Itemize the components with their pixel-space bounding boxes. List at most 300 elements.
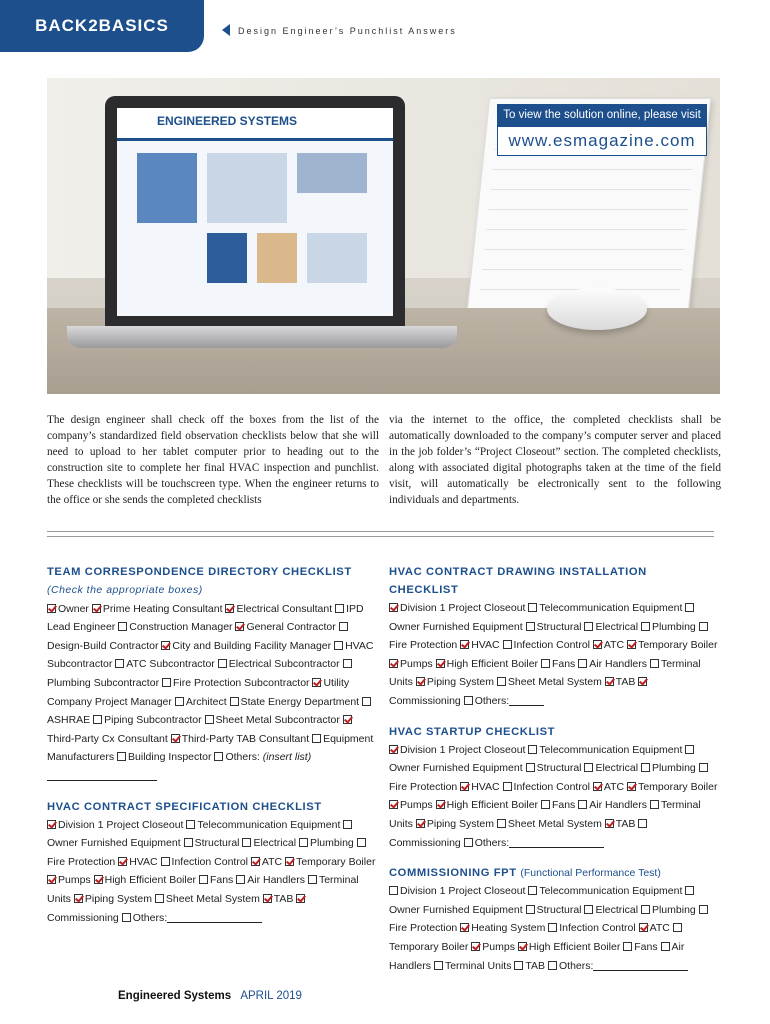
checkbox-icon[interactable]	[117, 752, 126, 761]
intro-right: via the internet to the office, the completed checklists shall be automatically downloaded to the company’s computer server and placed in the job folder’s “Project Closeout” section. The completed checklists, along with associated digital photographs taken at the time of the field visit, will automatically be electronically sent to the following individuals and departments.	[389, 414, 721, 506]
checkbox-icon[interactable]	[661, 942, 670, 951]
checkbox-icon[interactable]	[584, 905, 593, 914]
checkbox-icon[interactable]	[308, 875, 317, 884]
checklist-item[interactable]	[528, 885, 682, 897]
checkbox-icon[interactable]	[186, 820, 195, 829]
checklist-item-label: Terminal Units	[389, 799, 701, 830]
checklist-item[interactable]	[171, 733, 309, 745]
checklist-item[interactable]	[186, 819, 340, 831]
checklist-item[interactable]	[155, 893, 260, 905]
section-tab: BACK2BASICS	[0, 0, 204, 52]
checklist-item[interactable]	[526, 904, 582, 916]
checklist-item-label: Temporary Boiler	[638, 780, 718, 793]
checkbox-icon[interactable]	[334, 641, 343, 650]
checkbox-icon[interactable]	[514, 961, 523, 970]
checklist-item-label: TAB	[525, 959, 546, 972]
checklist-item[interactable]	[528, 602, 682, 614]
checkbox-icon[interactable]	[526, 622, 535, 631]
checklist-item[interactable]	[251, 856, 282, 868]
checklist-item[interactable]	[623, 941, 657, 953]
checklist-item-label: ATC	[649, 922, 670, 935]
checked-box-icon[interactable]	[627, 640, 636, 649]
checklist-item-label: HVAC	[471, 780, 500, 793]
checkbox-icon[interactable]	[339, 622, 348, 631]
checked-box-icon[interactable]	[460, 782, 469, 791]
others-input[interactable]	[509, 695, 544, 706]
checkbox-icon[interactable]	[526, 905, 535, 914]
checked-box-icon[interactable]	[235, 622, 244, 631]
checklist-item-label: IPD Lead Engineer	[47, 602, 364, 634]
checked-box-icon[interactable]	[416, 819, 425, 828]
checkbox-icon[interactable]	[162, 678, 171, 687]
checkbox-icon[interactable]	[205, 715, 214, 724]
checkbox-icon[interactable]	[638, 819, 647, 828]
checklist-item-label: Piping System	[426, 817, 494, 830]
page-title: Design Engineer’s Punchlist Answers	[238, 26, 457, 36]
checkbox-icon[interactable]	[503, 782, 512, 791]
checklist-item[interactable]	[464, 695, 544, 707]
checklist-item[interactable]	[389, 799, 433, 811]
fpt-title-text: COMMISSIONING FPT	[389, 867, 517, 880]
checklist-item[interactable]	[541, 658, 575, 670]
checked-box-icon[interactable]	[639, 923, 648, 932]
checklist-item[interactable]	[118, 621, 232, 633]
checkbox-icon[interactable]	[641, 763, 650, 772]
checked-box-icon[interactable]	[74, 894, 83, 903]
checklist-item-label: Fire Protection Subcontractor	[172, 676, 310, 689]
checklist-item-label: Air Handlers	[589, 799, 648, 812]
checklist-item-label: ATC	[261, 855, 283, 868]
spec-checklist-title: HVAC CONTRACT SPECIFICATION CHECKLIST	[47, 800, 322, 813]
checkbox-icon[interactable]	[464, 696, 473, 705]
checklist-item-label: Air Handlers	[247, 874, 306, 887]
checked-box-icon[interactable]	[118, 857, 127, 866]
checkbox-icon[interactable]	[584, 622, 593, 631]
checkbox-icon[interactable]	[434, 961, 443, 970]
intro-left: The design engineer shall check off the boxes from the list of the company’s standardized field observation checklists below that she will need to upload to her tablet computer prior to heading out to the construction site to complete her final HVAC inspection and punchlist. These checklists will be touchscreen type. When the engineer returns to the office or she sends the completed checklists	[47, 414, 379, 506]
checklist-item[interactable]	[225, 603, 332, 615]
checklist-item[interactable]	[526, 621, 582, 633]
checkbox-icon[interactable]	[312, 734, 321, 743]
checkbox-icon[interactable]	[115, 659, 124, 668]
checklist-item-label: TAB	[273, 892, 294, 905]
checklist-item[interactable]	[526, 762, 582, 774]
checklist-item[interactable]	[118, 856, 157, 868]
checklist-item[interactable]	[230, 696, 359, 708]
drawing-checklist-title: HVAC CONTRACT DRAWING INSTALLATION CHECKLIST	[389, 566, 647, 596]
checklist-item-label: Telecommunication Equipment	[197, 818, 341, 831]
others-input[interactable]	[167, 912, 262, 923]
checklist-item-label: Pumps	[58, 874, 91, 887]
checklist-item[interactable]	[161, 856, 248, 868]
checklist-item-label: Temporary Boiler	[638, 639, 718, 652]
checked-box-icon[interactable]	[263, 894, 272, 903]
checklist-item-label: Fire Protection	[389, 639, 458, 652]
callout-text: To view the solution online, please visit	[497, 104, 707, 126]
checked-box-icon[interactable]	[285, 857, 294, 866]
checklist-item[interactable]	[175, 696, 227, 708]
checklist-item[interactable]	[389, 744, 525, 756]
checkbox-icon[interactable]	[155, 894, 164, 903]
checklist-item-label: Fire Protection	[389, 780, 458, 793]
checklist-item[interactable]	[578, 799, 647, 811]
checklist-item-label: ATC	[603, 780, 625, 793]
checklist-item-label: Division 1 Project Closeout	[400, 602, 526, 614]
checkbox-icon[interactable]	[673, 923, 682, 932]
checklist-item-label: Others:	[132, 911, 168, 924]
checklist-item[interactable]	[518, 941, 620, 953]
checklist-item-label: Owner Furnished Equipment	[389, 620, 523, 633]
issue-date: APRIL 2019	[240, 990, 302, 1002]
checked-box-icon[interactable]	[251, 857, 260, 866]
checked-box-icon[interactable]	[460, 923, 469, 932]
checked-box-icon[interactable]	[460, 640, 469, 649]
checklist-item[interactable]	[162, 677, 310, 689]
checked-box-icon[interactable]	[94, 875, 103, 884]
laptop-base	[67, 326, 457, 348]
checklist-item-label: Pumps	[482, 940, 515, 953]
checklist-item[interactable]	[161, 640, 331, 652]
checkbox-icon[interactable]	[541, 659, 550, 668]
checklist-item[interactable]	[263, 893, 294, 905]
checklist-item-label: ATC	[603, 639, 625, 652]
checkbox-icon[interactable]	[299, 838, 308, 847]
checklist-item[interactable]	[94, 874, 196, 886]
checked-box-icon[interactable]	[389, 800, 398, 809]
checklist-item[interactable]	[235, 621, 335, 633]
checkbox-icon[interactable]	[528, 603, 537, 612]
checklist-item[interactable]	[436, 799, 538, 811]
checklist-item-label: Telecommunication Equipment	[539, 743, 683, 756]
checkbox-icon[interactable]	[199, 875, 208, 884]
checklist-item[interactable]	[460, 922, 545, 934]
checklist-item[interactable]	[236, 874, 305, 886]
checkbox-icon[interactable]	[218, 659, 227, 668]
checkbox-icon[interactable]	[161, 857, 170, 866]
checked-box-icon[interactable]	[312, 678, 321, 687]
checkbox-icon[interactable]	[699, 622, 708, 631]
checklist-item-label: Sheet Metal System	[507, 676, 602, 689]
checklist-item-label: Fire Protection	[47, 855, 116, 868]
checklist-item[interactable]	[199, 874, 233, 886]
checklist-item[interactable]	[627, 781, 717, 793]
checked-box-icon[interactable]	[416, 677, 425, 686]
checklist-item-label: Electrical Subcontractor	[228, 658, 340, 671]
checklist-item-label: Prime Heating Consultant	[102, 602, 223, 615]
fpt-checklist	[389, 882, 719, 975]
checklist-item[interactable]	[514, 960, 545, 972]
checkbox-icon[interactable]	[214, 752, 223, 761]
checklist-item[interactable]	[464, 837, 604, 849]
left-column	[47, 563, 377, 927]
checked-box-icon[interactable]	[593, 782, 602, 791]
checklist-item[interactable]	[541, 799, 575, 811]
checkbox-icon[interactable]	[497, 677, 506, 686]
checklist-item[interactable]	[584, 621, 638, 633]
checked-box-icon[interactable]	[389, 659, 398, 668]
checked-box-icon[interactable]	[389, 745, 398, 754]
checklist-item[interactable]	[503, 781, 590, 793]
checkbox-icon[interactable]	[528, 886, 537, 895]
checklist-item[interactable]	[218, 658, 340, 670]
checklist-item[interactable]	[416, 818, 494, 830]
checklist-item[interactable]	[584, 762, 638, 774]
checklist-item[interactable]	[639, 922, 670, 934]
checkbox-icon[interactable]	[623, 942, 632, 951]
checked-box-icon[interactable]	[92, 604, 101, 613]
checklist-item-label: Electrical	[595, 620, 639, 633]
checklist-item-label: ASHRAE	[47, 714, 91, 727]
checkbox-icon[interactable]	[685, 886, 694, 895]
checkbox-icon[interactable]	[175, 697, 184, 706]
checklist-item-label: Structural	[536, 903, 582, 916]
checklist-item[interactable]	[242, 837, 296, 849]
checkbox-icon[interactable]	[362, 697, 371, 706]
checked-box-icon[interactable]	[471, 942, 480, 951]
checklist-item[interactable]	[548, 922, 635, 934]
checklist-item-label: Telecommunication Equipment	[539, 602, 683, 614]
checklist-item[interactable]	[285, 856, 375, 868]
checklist-item[interactable]	[47, 603, 89, 615]
checklist-item[interactable]	[389, 885, 525, 897]
checklist-item-label: General Contractor	[246, 621, 336, 634]
checklist-item[interactable]	[641, 762, 696, 774]
checklist-item[interactable]	[578, 658, 647, 670]
checkbox-icon[interactable]	[641, 905, 650, 914]
checked-box-icon[interactable]	[47, 875, 56, 884]
checklist-item[interactable]	[93, 714, 201, 726]
checklist-item[interactable]	[605, 818, 636, 830]
url-callout	[497, 104, 707, 156]
checklist-item[interactable]	[92, 603, 223, 615]
checklist-item-label: Infection Control	[513, 639, 590, 652]
checklist-item-label: Others:	[474, 694, 510, 707]
checkbox-icon[interactable]	[503, 640, 512, 649]
checkbox-icon[interactable]	[650, 800, 659, 809]
checklist-item-label: Temporary Boiler	[296, 855, 376, 868]
checked-box-icon[interactable]	[389, 603, 398, 612]
checklist-item[interactable]	[584, 904, 638, 916]
checked-box-icon[interactable]	[627, 782, 636, 791]
checklist-item-label: Plumbing	[309, 837, 354, 850]
checklist-item-label: Plumbing	[651, 903, 696, 916]
checklist-item[interactable]	[548, 960, 688, 972]
hero-photo	[47, 78, 720, 394]
checklist-item-label: Division 1 Project Closeout	[400, 743, 526, 756]
checkbox-icon[interactable]	[93, 715, 102, 724]
checklist-item[interactable]	[299, 837, 354, 849]
checklist-item-label: Owner Furnished Equipment	[389, 903, 523, 916]
checklist-item-label: Construction Manager	[129, 621, 233, 634]
checkbox-icon[interactable]	[236, 875, 245, 884]
checkbox-icon[interactable]	[118, 622, 127, 631]
checked-box-icon[interactable]	[225, 604, 234, 613]
checklist-item[interactable]	[416, 676, 494, 688]
checked-box-icon[interactable]	[605, 819, 614, 828]
checklist-item[interactable]	[641, 621, 696, 633]
checklist-item[interactable]	[389, 658, 433, 670]
checked-box-icon[interactable]	[161, 641, 170, 650]
spec-checklist	[47, 816, 377, 928]
checked-box-icon[interactable]	[638, 677, 647, 686]
left-arrow-icon	[222, 24, 230, 36]
checklist-item-label: Electrical	[253, 837, 297, 850]
checklist-item-label: TAB	[615, 817, 636, 830]
checkbox-icon[interactable]	[343, 659, 352, 668]
checklist-item[interactable]	[641, 904, 696, 916]
checklist-item-label: Infection Control	[559, 922, 636, 935]
checklist-item-label: High Efficient Boiler	[528, 940, 621, 953]
checklist-item[interactable]	[205, 714, 340, 726]
checklist-item[interactable]	[47, 874, 91, 886]
checklist-item[interactable]	[184, 837, 240, 849]
checklist-item-label: Terminal Units	[444, 959, 512, 972]
checklist-item-label: Fans	[634, 940, 658, 953]
checklist-item-label: Commissioning	[47, 911, 119, 924]
checklist-item-label: Infection Control	[171, 855, 248, 868]
checklist-item-label: Terminal Units	[389, 657, 701, 689]
checklist-item[interactable]	[115, 658, 215, 670]
checkbox-icon[interactable]	[548, 923, 557, 932]
checked-box-icon[interactable]	[593, 640, 602, 649]
checkbox-icon[interactable]	[389, 886, 398, 895]
right-column	[389, 563, 719, 975]
checked-box-icon[interactable]	[605, 677, 614, 686]
checkbox-icon[interactable]	[699, 763, 708, 772]
checkbox-icon[interactable]	[242, 838, 251, 847]
others-input[interactable]	[593, 960, 688, 971]
checklist-item-label: Fans	[551, 799, 576, 812]
checklist-item-label: Commissioning	[389, 694, 461, 707]
checked-box-icon[interactable]	[343, 715, 352, 724]
checklist-item[interactable]	[117, 751, 211, 763]
checklist-item[interactable]	[47, 819, 183, 831]
checklist-item[interactable]	[497, 818, 602, 830]
checklist-note: (insert list)	[259, 751, 312, 764]
checkbox-icon[interactable]	[357, 838, 366, 847]
checkbox-icon[interactable]	[343, 820, 352, 829]
checklist-item-label: HVAC Subcontractor	[47, 639, 374, 671]
checkbox-icon[interactable]	[685, 603, 694, 612]
checklist-item-label: Others:	[558, 959, 594, 972]
checklist-item-label: Telecommunication Equipment	[539, 885, 683, 898]
checkbox-icon[interactable]	[184, 838, 193, 847]
checklist-item[interactable]	[434, 960, 512, 972]
checklist-item-label: Design-Build Contractor	[47, 639, 159, 652]
checklist-item-label: Temporary Boiler	[389, 940, 469, 953]
checkbox-icon[interactable]	[641, 622, 650, 631]
checklist-item-label: Electrical Consultant	[236, 602, 333, 615]
checklist-item-label: Air Handlers	[389, 940, 685, 972]
divider	[47, 531, 714, 532]
checklist-item-label: Third-Party TAB Consultant	[181, 732, 310, 745]
checklist-item-label: HVAC	[129, 855, 158, 868]
team-checklist-title: TEAM CORRESPONDENCE DIRECTORY CHECKLIST	[47, 566, 352, 578]
checkbox-icon[interactable]	[122, 913, 131, 922]
checklist-item-label: Structural	[536, 620, 582, 633]
checkbox-icon[interactable]	[464, 838, 473, 847]
website-logo: ENGINEERED SYSTEMS	[157, 114, 298, 128]
checklist-item-label: Infection Control	[513, 780, 590, 793]
checklist-item-label: Owner Furnished Equipment	[389, 762, 523, 775]
checked-box-icon[interactable]	[436, 659, 445, 668]
checklist-item-label: Owner Furnished Equipment	[47, 837, 181, 850]
checkbox-icon[interactable]	[578, 659, 587, 668]
checked-box-icon[interactable]	[171, 734, 180, 743]
checklist-item-label: Building Inspector	[128, 751, 212, 764]
checklist-item-label: Heating System	[471, 922, 546, 935]
checklist-item-label: Piping System	[84, 892, 152, 905]
checkbox-icon[interactable]	[685, 745, 694, 754]
checked-box-icon[interactable]	[518, 942, 527, 951]
website-link[interactable]: www.esmagazine.com	[497, 126, 707, 156]
drawing-checklist	[389, 599, 719, 711]
checklist-item[interactable]	[503, 639, 590, 651]
checklist-item-label: Architect	[185, 695, 227, 708]
checklist-item-label: Sheet Metal System	[507, 817, 602, 830]
checkbox-icon[interactable]	[578, 800, 587, 809]
checked-box-icon[interactable]	[47, 820, 56, 829]
checklist-item-label: Sheet Metal System	[165, 892, 260, 905]
fpt-subtitle: (Functional Performance Test)	[520, 867, 661, 880]
checklist-item-label: Electrical	[595, 762, 639, 775]
checklist-item-label: Fire Protection	[389, 922, 458, 935]
checklist-item[interactable]	[528, 744, 682, 756]
checked-box-icon[interactable]	[436, 800, 445, 809]
checklist-item-label: ATC Subcontractor	[126, 658, 215, 671]
checklist-item-label: Terminal Units	[47, 874, 359, 905]
checklist-item-label: Pumps	[400, 799, 433, 812]
checklist-item-label: Division 1 Project Closeout	[58, 818, 184, 831]
checklist-item-label: Structural	[536, 762, 582, 775]
checked-box-icon[interactable]	[47, 604, 56, 613]
checklist-item[interactable]	[497, 676, 602, 688]
checklist-item[interactable]	[471, 941, 515, 953]
checklist-item-label: State Energy Department	[240, 695, 360, 708]
others-input[interactable]	[509, 837, 604, 848]
checkbox-icon[interactable]	[548, 961, 557, 970]
checklist-item[interactable]	[460, 781, 499, 793]
checklist-item[interactable]	[122, 912, 262, 924]
checklist-item[interactable]	[74, 893, 152, 905]
checklist-item-label: Fans	[209, 874, 234, 887]
checklist-item-label: Utility Company Project Manager	[47, 676, 350, 708]
checklist-item-label: Owner	[58, 602, 89, 615]
checklist-item[interactable]	[593, 781, 624, 793]
checklist-item[interactable]	[627, 639, 717, 651]
checkbox-icon[interactable]	[699, 905, 708, 914]
checkbox-icon[interactable]	[528, 745, 537, 754]
checklist-item-label: Plumbing Subcontractor	[47, 676, 160, 689]
checklist-item[interactable]	[436, 658, 538, 670]
others-input[interactable]	[47, 770, 157, 781]
checklist-item[interactable]	[593, 639, 624, 651]
checkbox-icon[interactable]	[650, 659, 659, 668]
checklist-item[interactable]	[460, 639, 499, 651]
checklist-item[interactable]	[389, 602, 525, 614]
checkbox-icon[interactable]	[541, 800, 550, 809]
laptop-image	[105, 96, 405, 326]
checkbox-icon[interactable]	[335, 604, 344, 613]
checkbox-icon[interactable]	[497, 819, 506, 828]
checkbox-icon[interactable]	[584, 763, 593, 772]
checklist-item[interactable]	[605, 676, 636, 688]
checklist-item-label: Others:	[225, 751, 260, 764]
checkbox-icon[interactable]	[526, 763, 535, 772]
checked-box-icon[interactable]	[296, 894, 305, 903]
checkbox-icon[interactable]	[230, 697, 239, 706]
startup-checklist	[389, 741, 719, 853]
